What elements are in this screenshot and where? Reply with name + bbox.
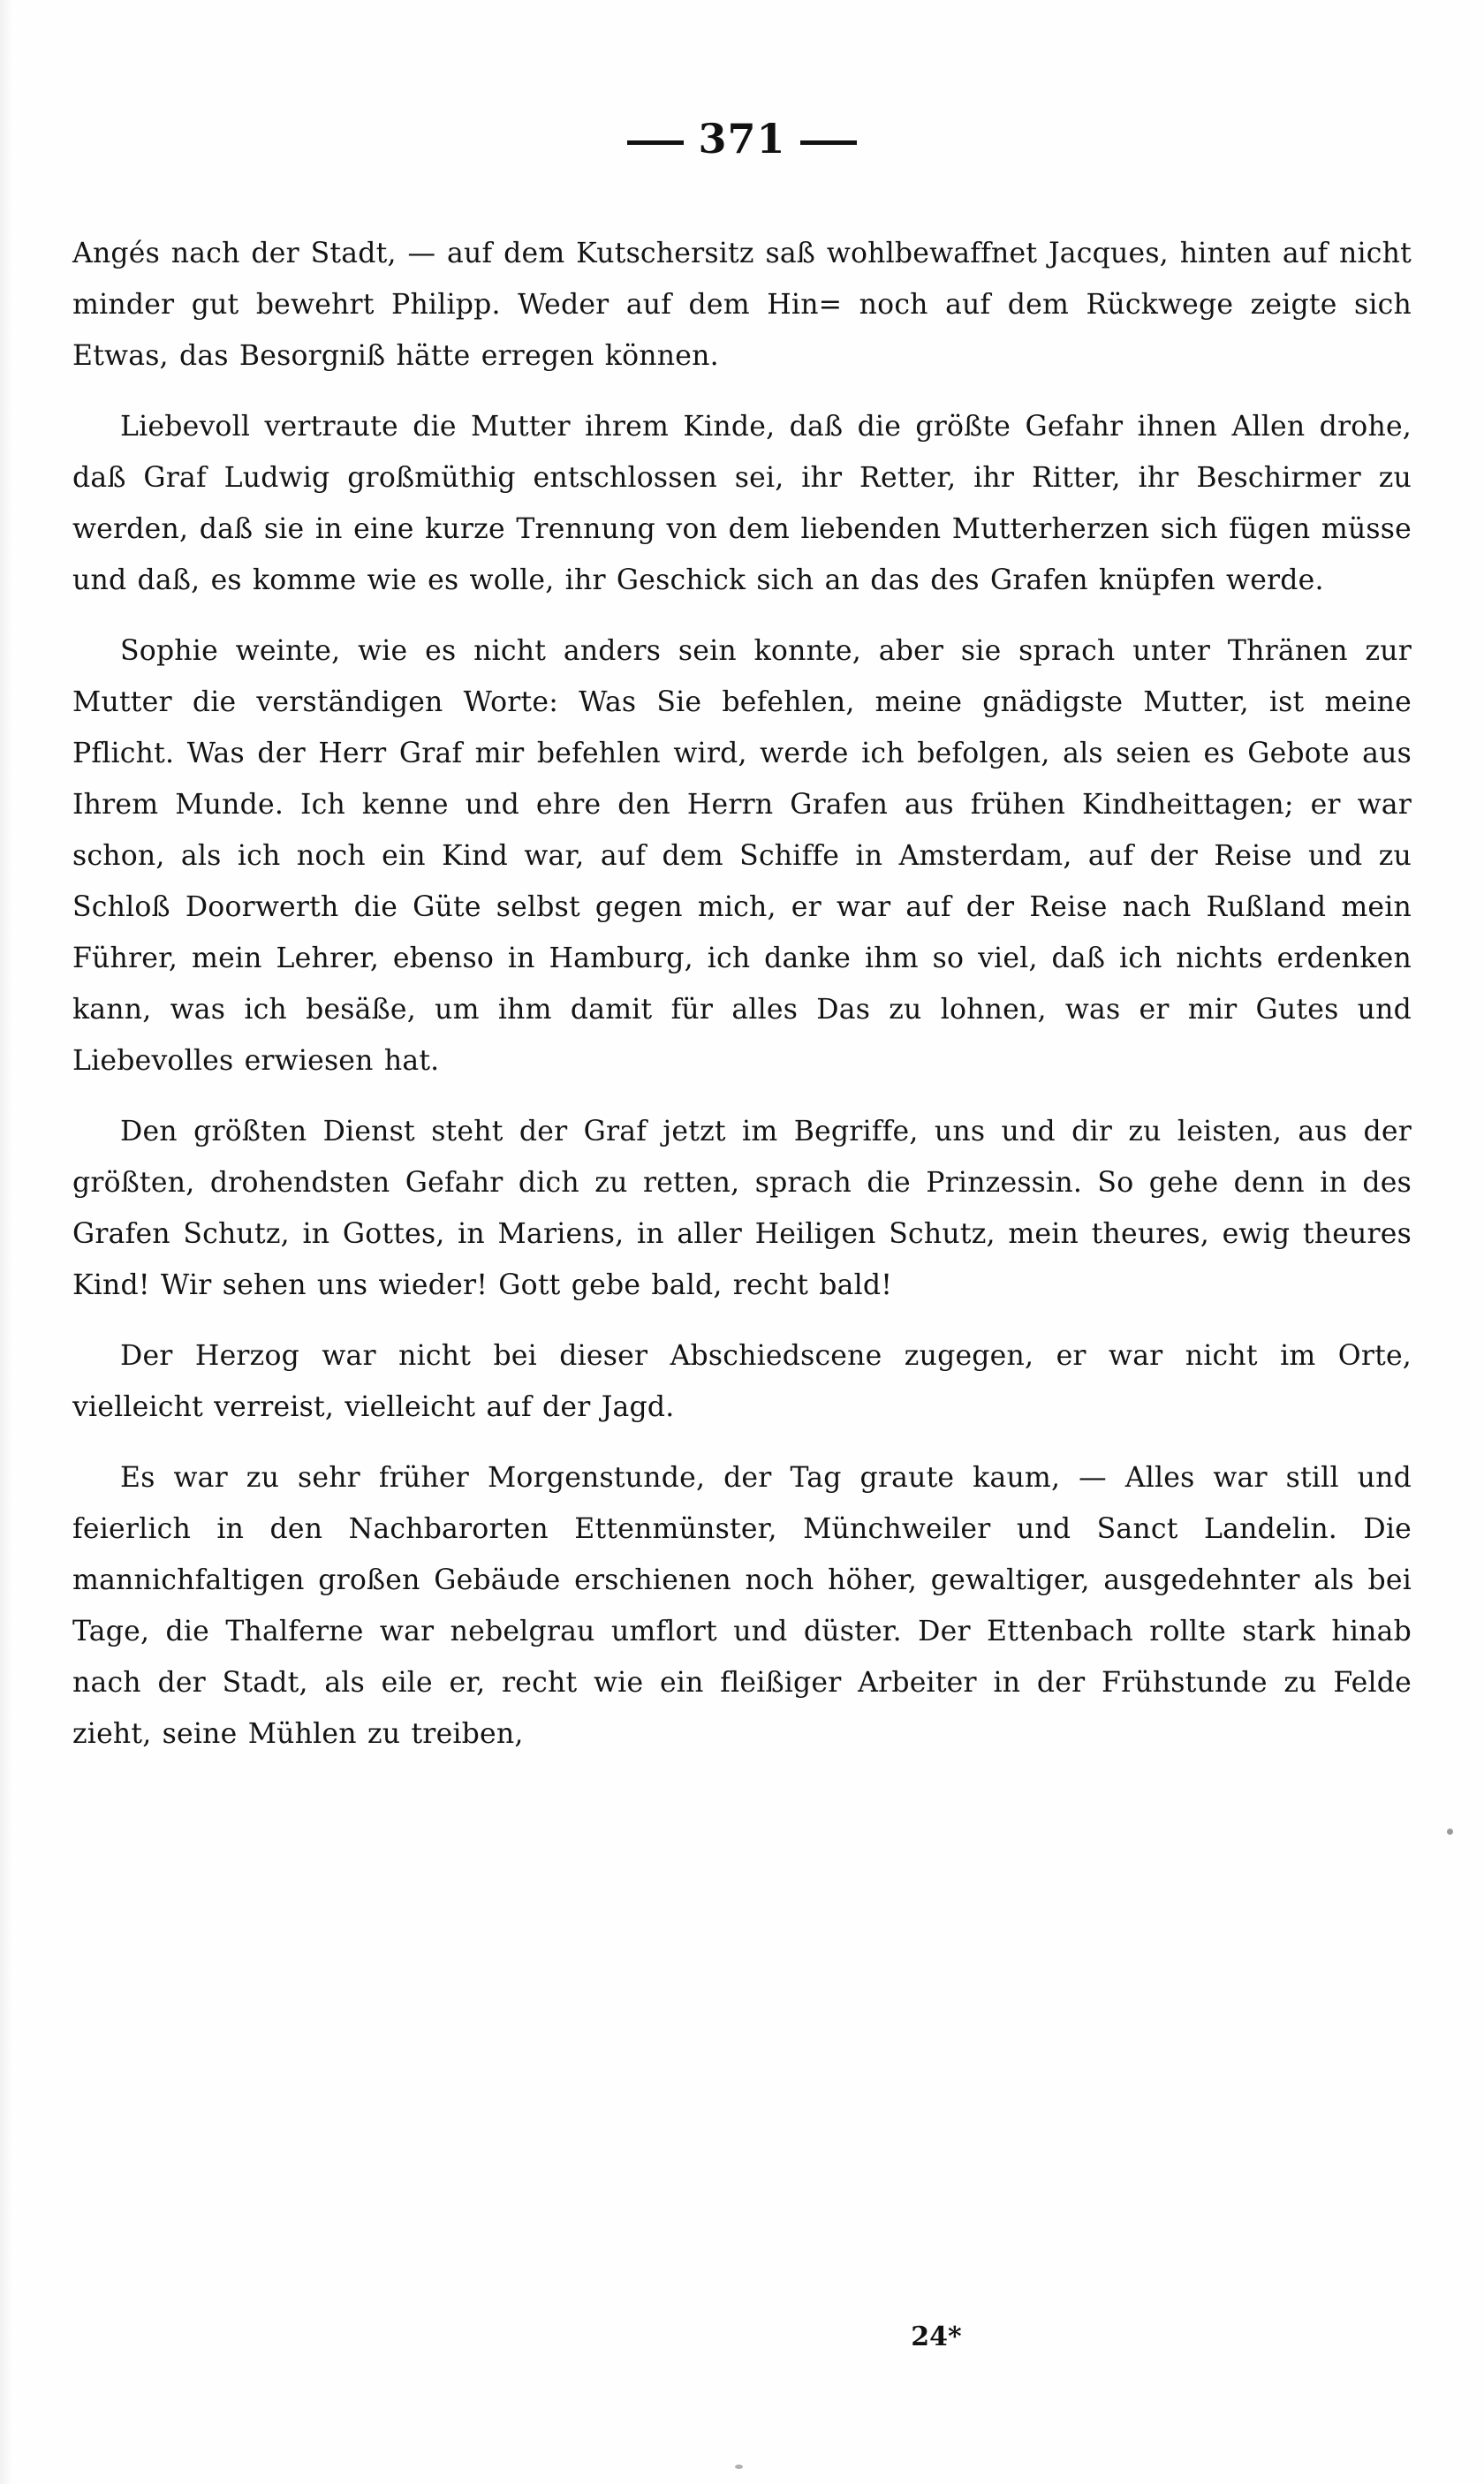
paper-speck xyxy=(1447,1829,1453,1835)
page-number xyxy=(613,115,870,163)
paragraph: Den größten Dienst steht der Graf jetzt im Begriffe, uns und dir zu leisten, aus der größten, drohendsten Gefahr dich zu retten, sprach die Prinzessin. So gehe denn in des Grafen Schutz, in Gottes, in Mariens, in aller Heiligen Schutz, mein theures, ewig theures Kind! Wir sehen uns wieder! Gott gebe bald, recht bald! xyxy=(72,1116,1412,1301)
paragraph: Angés nach der Stadt, — auf dem Kutschersitz saß wohlbewaffnet Jacques, hinten auf nicht minder gut bewehrt Philipp. Weder auf dem Hin= noch auf dem Rückwege zeigte sich Etwas, das Besorgniß hätte erregen können. xyxy=(72,238,1412,372)
paragraph: Sophie weinte, wie es nicht anders sein konnte, aber sie sprach unter Thränen zur Mutter die verständigen Worte: Was Sie befehlen, meine gnädigste Mutter, ist meine Pflicht. Was der Herr Graf mir befehlen wird, werde ich befolgen, als seien es Gebote aus Ihrem Munde. Ich kenne und ehre den Herrn Grafen aus frühen Kindheittagen; er war schon, als ich noch ein Kind war, auf dem Schiffe in Amsterdam, auf der Reise und zu Schloß Doorwerth die Güte selbst gegen mich, er war auf der Reise nach Rußland mein Führer, mein Lehrer, ebenso in Hamburg, ich danke ihm so viel, daß ich nichts erdenken kann, was ich besäße, um ihm damit für alles Das zu lohnen, was er mir Gutes und Liebevolles erwiesen hat. xyxy=(72,635,1412,1077)
paper-speck xyxy=(735,2465,743,2469)
folio-rule-right xyxy=(800,140,857,145)
folio-number: 371 xyxy=(698,115,786,163)
page-edge-shading xyxy=(0,0,12,2484)
folio-rule-left xyxy=(627,140,684,145)
text-block xyxy=(72,228,1412,1760)
paragraph: Der Herzog war nicht bei dieser Abschiedscene zugegen, er war nicht im Orte, vielleicht verreist, vielleicht auf der Jagd. xyxy=(72,1340,1412,1423)
signature-mark-row xyxy=(0,2321,1484,2352)
page-header xyxy=(0,115,1484,163)
paragraph: Liebevoll vertraute die Mutter ihrem Kinde, daß die größte Gefahr ihnen Allen drohe, daß Graf Ludwig großmüthig entschlossen sei, ihr Retter, ihr Ritter, ihr Beschirmer zu werden, daß sie in eine kurze Trennung von dem liebenden Mutterherzen sich fügen müsse und daß, es komme wie es wolle, ihr Geschick sich an das des Grafen knüpfen werde. xyxy=(72,411,1412,596)
paragraph: Es war zu sehr früher Morgenstunde, der Tag graute kaum, — Alles war still und feierlich in den Nachbarorten Ettenmünster, Münchweiler und Sanct Landelin. Die mannichfaltigen großen Gebäude erschienen noch höher, gewaltiger, ausgedehnter als bei Tage, die Thalferne war nebelgrau umflort und düster. Der Ettenbach rollte stark hinab nach der Stadt, als eile er, recht wie ein fleißiger Arbeiter in der Frühstunde zu Felde zieht, seine Mühlen zu treiben, xyxy=(72,1462,1412,1750)
signature-mark: 24* xyxy=(911,2321,962,2352)
